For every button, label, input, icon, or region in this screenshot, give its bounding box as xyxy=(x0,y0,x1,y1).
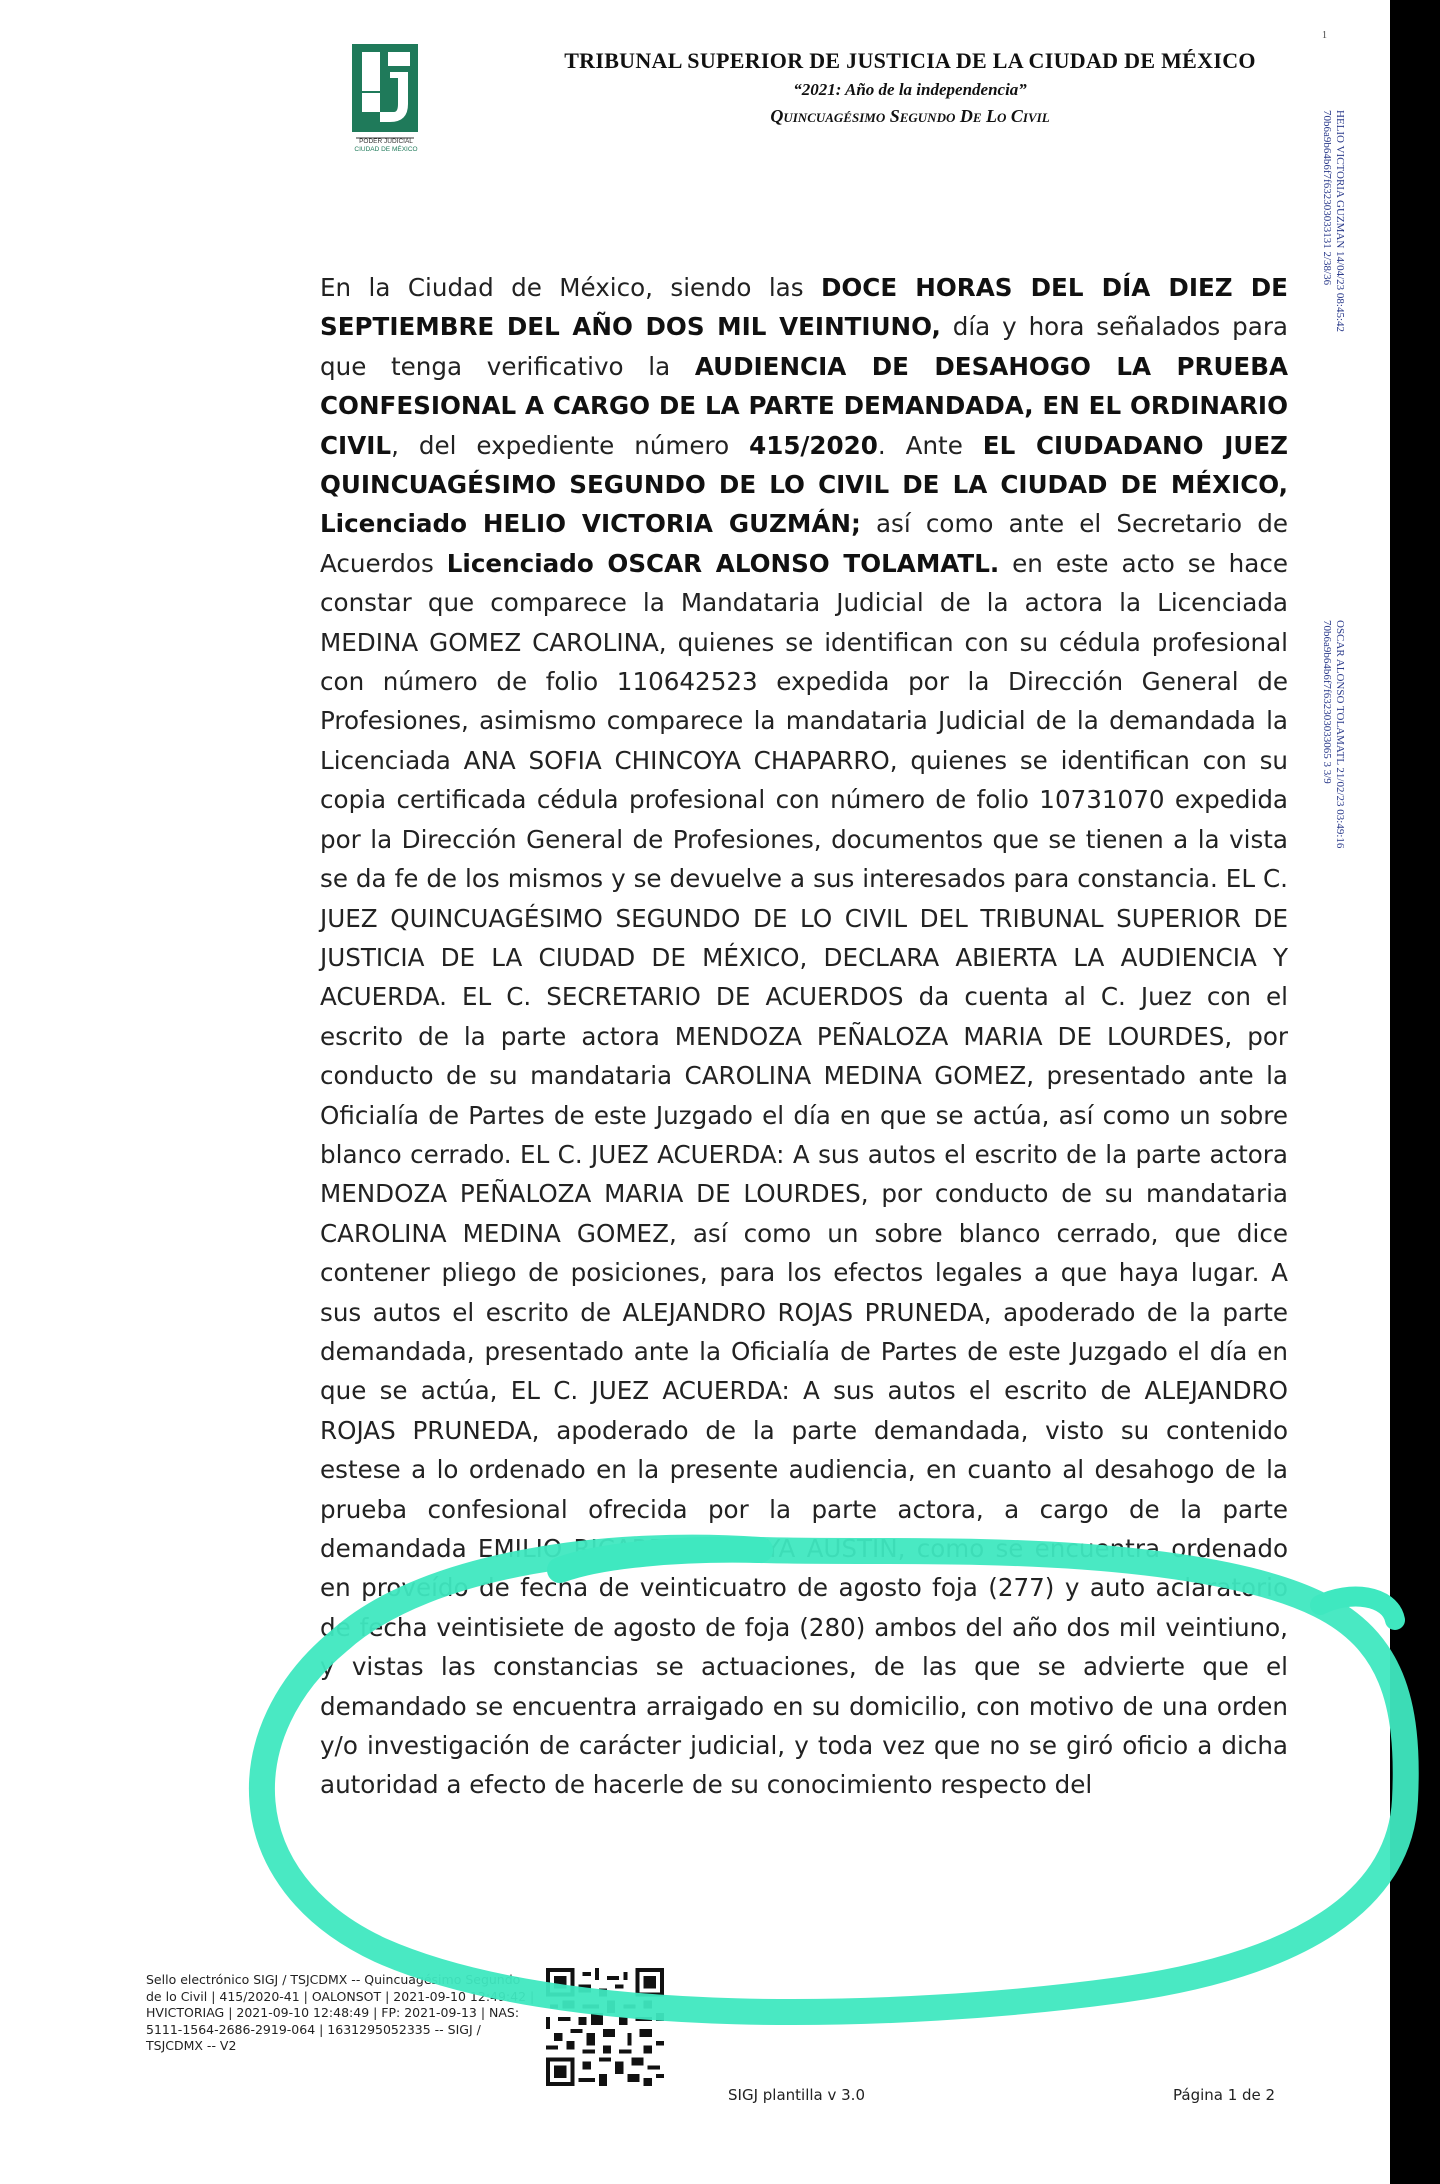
body-bold-text: EL CIUDADANO JUEZ QUINCUAGÉSIMO SEGUNDO DE LO CIVIL DE LA CIUDAD DE MÉXICO, Licenciado HELIO VICTORIA GUZMÁN; xyxy=(320,430,1288,539)
signature-name: OSCAR ALONSO TOLAMATL 21/02/23 03:49:16 xyxy=(1334,620,1346,849)
body-text: día y hora señalados para que tenga verificativo la xyxy=(320,312,1288,381)
page-mark: 1 xyxy=(1322,30,1327,41)
document-header xyxy=(520,48,1300,127)
body-text: , del expediente número xyxy=(391,430,750,460)
logo-caption: PODER JUDICIAL xyxy=(359,138,413,145)
year-motto: “2021: Año de la independencia” xyxy=(793,80,1027,99)
body-bold-text: Licenciado OSCAR ALONSO TOLAMATL. xyxy=(446,548,1000,578)
electronic-signature-judge xyxy=(1320,110,1346,390)
screen-edge xyxy=(1390,0,1440,2184)
body-bold-text: AUDIENCIA DE DESAHOGO LA PRUEBA CONFESIONAL A CARGO DE LA PARTE DEMANDADA, EN EL ORDINARIO CIVIL xyxy=(320,351,1288,460)
signature-name: HELIO VICTORIA GUZMAN 14/04/23 08:45:42 xyxy=(1334,110,1346,333)
qr-code-icon xyxy=(546,1968,664,2086)
electronic-signature-secretary xyxy=(1320,620,1346,920)
body-text: en este acto se hace constar que comparece la Mandataria Judicial de la actora la Licenciada MEDINA GOMEZ CAROLINA, quienes se identifican con su cédula profesional con número de folio 110642523 expedida por la Dirección General de Profesiones, asimismo comparece la mandataria Judicial de la demandada la Licenciada ANA SOFIA CHINCOYA CHAPARRO, quienes se identifican con su copia certificada cédula profesional con número de folio 10731070 expedida por la Dirección General de Profesiones, documentos que se tienen a la vista se da fe de los mismos y se devuelve a sus interesados para constancia. EL C. JUEZ QUINCUAGÉSIMO SEGUNDO DE LO CIVIL DEL TRIBUNAL SUPERIOR DE JUSTICIA DE LA CIUDAD DE MÉXICO, DECLARA ABIERTA LA AUDIENCIA Y ACUERDA. EL C. SECRETARIO DE ACUERDOS da cuenta al C. Juez con el escrito de la parte actora MENDOZA PEÑALOZA MARIA DE LOURDES, por conducto de su mandataria CAROLINA MEDINA GOMEZ, presentado ante la Oficialía de Partes de este Juzgado el día en que se actúa, así como un sobre blanco cerrado. EL C. JUEZ ACUERDA: A sus autos el escrito de la parte actora MENDOZA PEÑALOZA MARIA DE LOURDES, por conducto de su mandataria CAROLINA MEDINA GOMEZ, así como un sobre blanco cerrado, que dice contener pliego de posiciones, para los efectos legales a que haya lugar. A sus autos el escrito de ALEJANDRO ROJAS PRUNEDA, apoderado de la parte demandada, presentado ante la Oficialía de Partes de este Juzgado el día en que se actúa, EL C. JUEZ ACUERDA: A sus autos el escrito de ALEJANDRO ROJAS PRUNEDA, apoderado de la parte demandada, visto su contenido estese a lo ordenado en la presente audiencia, en cuanto al desahogo de la prueba confesional ofrecida por la parte actora, a cargo de la parte demandada EMILIO RICARDO LOZOYA AUSTIN, como se encuentra ordenado en proveído de fecha de veinticuatro de agosto foja (277) y auto aclaratorio de fecha veintisiete de agosto de foja (280) ambos del año dos mil veintiuno, y vistas las constancias se actuaciones, de las que se advierte que el demandado se encuentra arraigado en su domicilio, con motivo de una orden y/o investigación de carácter judicial, y toda vez que no se giró oficio a dicha autoridad a efecto de hacerle de su conocimiento respecto del xyxy=(320,548,1288,1800)
court-division: Quincuagésimo Segundo De Lo Civil xyxy=(770,106,1050,126)
court-name: TRIBUNAL SUPERIOR DE JUSTICIA DE LA CIUDAD DE MÉXICO xyxy=(564,48,1256,73)
body-text: . Ante xyxy=(877,430,983,460)
body-bold-text: DOCE HORAS DEL DÍA DIEZ DE SEPTIEMBRE DEL AÑO DOS MIL VEINTIUNO, xyxy=(320,273,1288,342)
template-version: SIGJ plantilla v 3.0 xyxy=(728,2086,865,2104)
body-text: En la Ciudad de México, siendo las xyxy=(320,273,821,302)
page-number: Página 1 de 2 xyxy=(1173,2086,1276,2104)
electronic-seal-text: Sello electrónico SIGJ / TSJCDMX -- Quincuagésimo Segundo de lo Civil | 415/2020-41 | OALONSOT | 2021-09-10 12:49:42 | HVICTORIAG | 2021-09-10 12:48:49 | FP: 2021-09-13 | NAS: 5111-1564-2686-2919-064 | 1631295052335 -- SIGJ / TSJCDMX -- V2 xyxy=(146,1972,535,2053)
signature-hash: 70b6a9b64b6f7f632303033131 2/38/36 xyxy=(1321,110,1333,286)
case-number: 415/2020 xyxy=(749,430,878,460)
signature-hash: 70b6a9b64b6f7f632303033065 3 3/9 xyxy=(1321,620,1333,784)
document-body xyxy=(320,268,1288,1805)
body-text: así como ante el Secretario de Acuerdos xyxy=(320,509,1288,578)
logo-caption-sub: CIUDAD DE MÉXICO xyxy=(354,146,418,153)
